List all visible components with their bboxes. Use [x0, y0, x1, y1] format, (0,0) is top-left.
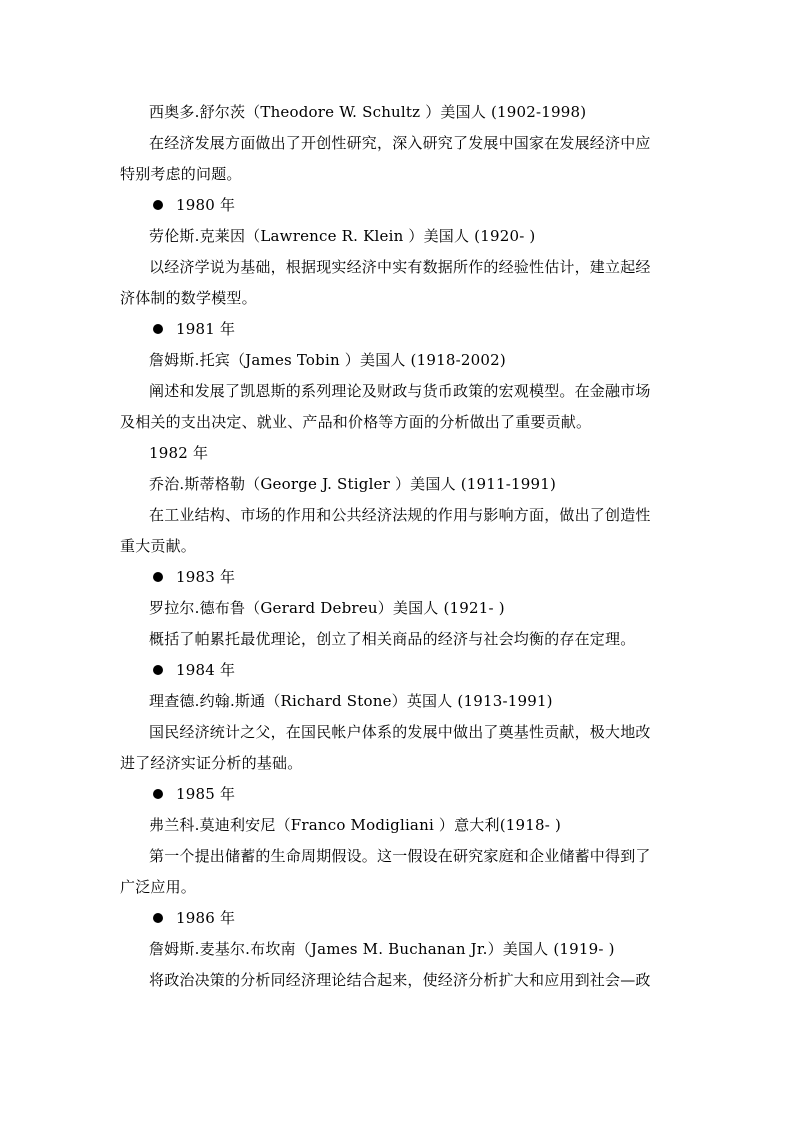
laureate-1979-desc-line-1: 在经济发展方面做出了开创性研究，深入研究了发展中国家在发展经济中应 — [149, 134, 651, 152]
laureate-1980-name: 劳伦斯.克莱因（Lawrence R. Klein ）美国人 (1920- ) — [149, 227, 536, 245]
laureate-1981-desc-line-2: 及相关的支出决定、就业、产品和价格等方面的分析做出了重要贡献。 — [120, 413, 592, 431]
bullet-icon — [153, 665, 163, 675]
year-1980: 1980 年 — [176, 196, 236, 214]
laureate-1981-desc-line-1: 阐述和发展了凯恩斯的系列理论及财政与货币政策的宏观模型。在金融市场 — [149, 382, 651, 400]
laureate-1980-desc-line-2: 济体制的数学模型。 — [120, 289, 257, 307]
year-1983: 1983 年 — [176, 568, 236, 586]
bullet-icon — [153, 789, 163, 799]
bullet-icon — [153, 200, 163, 210]
laureate-1982-name: 乔治.斯蒂格勒（George J. Stigler ）美国人 (1911-1991) — [149, 475, 557, 493]
laureate-1982-desc-line-1: 在工业结构、市场的作用和公共经济法规的作用与影响方面，做出了创造性 — [149, 506, 651, 524]
year-1982: 1982 年 — [149, 444, 209, 462]
laureate-1985-desc-line-2: 广泛应用。 — [120, 878, 197, 896]
bullet-icon — [153, 913, 163, 923]
laureate-1979-desc-line-2: 特别考虑的问题。 — [120, 165, 242, 183]
year-1981: 1981 年 — [176, 320, 236, 338]
year-1985: 1985 年 — [176, 785, 236, 803]
bullet-icon — [153, 324, 163, 334]
laureate-1980-desc-line-1: 以经济学说为基础，根据现实经济中实有数据所作的经验性估计，建立起经 — [149, 258, 651, 276]
laureate-1985-name: 弗兰科.莫迪利安尼（Franco Modigliani ）意大利(1918- ) — [149, 816, 562, 834]
year-1984: 1984 年 — [176, 661, 236, 679]
laureate-1984-desc-line-2: 进了经济实证分析的基础。 — [120, 754, 303, 772]
laureate-1986-name: 詹姆斯.麦基尔.布坎南（James M. Buchanan Jr.）美国人 (1919- ) — [149, 940, 615, 958]
year-1986: 1986 年 — [176, 909, 236, 927]
laureate-1986-desc-line-1: 将政治决策的分析同经济理论结合起来，使经济分析扩大和应用到社会—政 — [149, 971, 651, 989]
laureate-1981-name: 詹姆斯.托宾（James Tobin ）美国人 (1918-2002) — [149, 351, 506, 369]
laureate-1983-name: 罗拉尔.德布鲁（Gerard Debreu）美国人 (1921- ) — [149, 599, 505, 617]
bullet-icon — [153, 572, 163, 582]
laureate-1983-desc: 概括了帕累托最优理论，创立了相关商品的经济与社会均衡的存在定理。 — [149, 630, 636, 648]
laureate-1982-desc-line-2: 重大贡献。 — [120, 537, 197, 555]
laureate-1979-name: 西奥多.舒尔茨（Theodore W. Schultz ）美国人 (1902-1998) — [149, 103, 587, 121]
laureate-1984-desc-line-1: 国民经济统计之父，在国民帐户体系的发展中做出了奠基性贡献，极大地改 — [149, 723, 651, 741]
laureate-1985-desc-line-1: 第一个提出储蓄的生命周期假设。这一假设在研究家庭和企业储蓄中得到了 — [149, 847, 651, 865]
laureate-1984-name: 理查德.约翰.斯通（Richard Stone）英国人 (1913-1991) — [149, 692, 553, 710]
